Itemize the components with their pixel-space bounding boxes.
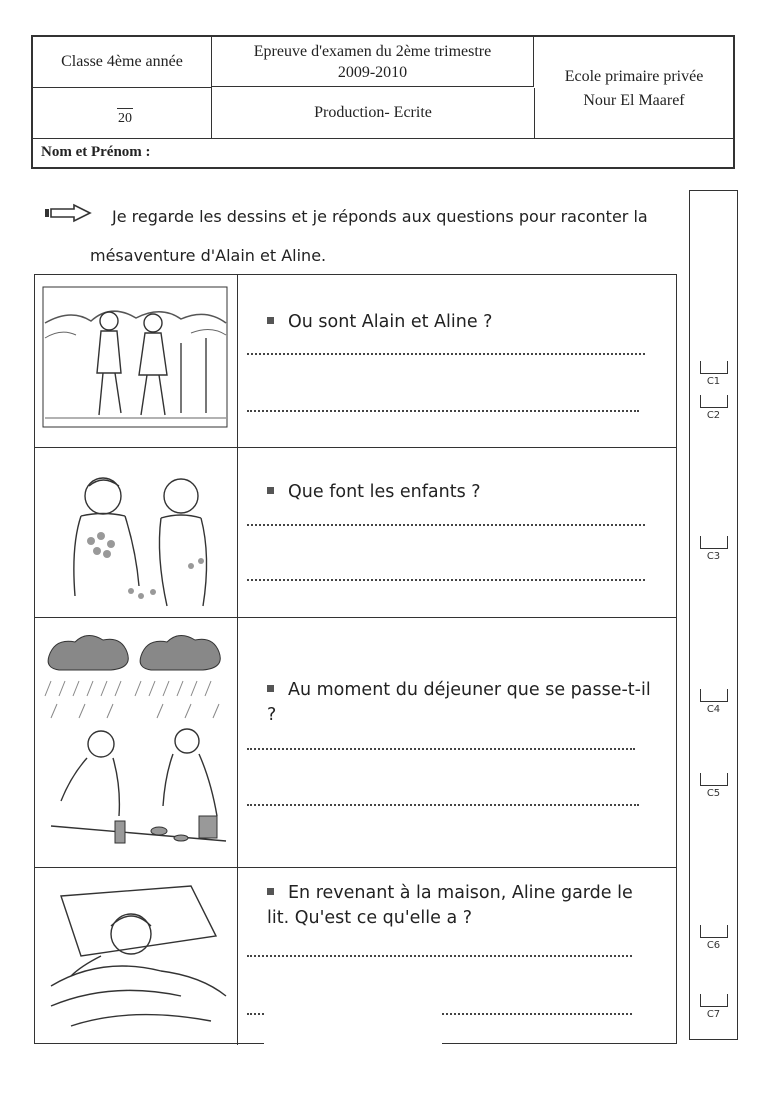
answer-line[interactable] [247, 579, 645, 581]
answer-line[interactable] [247, 353, 645, 355]
subject-cell [212, 88, 535, 138]
question-row [35, 448, 676, 618]
answer-line[interactable] [247, 524, 645, 526]
criterion-c4[interactable]: C4 [690, 689, 737, 715]
square-bullet-icon [267, 888, 274, 895]
score-box[interactable] [700, 689, 728, 702]
square-bullet-icon [267, 487, 274, 494]
instruction-line1: Je regarde les dessins et je réponds aux questions pour raconter la [112, 207, 648, 226]
name-field[interactable] [33, 138, 733, 166]
score-box[interactable] [700, 361, 728, 374]
criterion-c1[interactable]: C1 [690, 361, 737, 387]
class-label: Classe 4ème année [61, 53, 183, 70]
exam-title-line2: 2009-2010 [337, 64, 408, 81]
flower-picking-illustration [41, 456, 236, 611]
exam-title-cell [212, 37, 534, 87]
score-total: 20 [118, 111, 132, 126]
square-bullet-icon [267, 317, 274, 324]
answer-line[interactable] [247, 410, 639, 412]
park-walk-illustration [41, 283, 231, 433]
girl-in-bed-illustration [41, 876, 231, 1036]
rain-picnic-illustration [41, 626, 236, 861]
score-fraction [117, 108, 133, 127]
question-4: En revenant à la maison, Aline garde le lit. Qu'est ce qu'elle a ? [267, 883, 633, 928]
criterion-c7[interactable]: C7 [690, 994, 737, 1020]
picture-cell [35, 618, 238, 867]
score-box[interactable] [700, 536, 728, 549]
score-box[interactable] [700, 994, 728, 1007]
criterion-c6[interactable]: C6 [690, 925, 737, 951]
picture-cell [35, 275, 238, 447]
picture-cell [35, 448, 238, 617]
arrow-right-outline-icon [44, 199, 92, 237]
score-bar [117, 108, 133, 109]
question-row [35, 618, 676, 868]
score-box[interactable] [700, 925, 728, 938]
question-2: Que font les enfants ? [267, 480, 657, 505]
question-table [34, 274, 677, 1044]
score-box[interactable] [700, 773, 728, 786]
class-cell [33, 37, 212, 88]
school-line1: Ecole primaire privée [564, 68, 704, 85]
exam-header [31, 35, 735, 169]
subject-label: Production- Ecrite [314, 104, 432, 121]
school-cell [535, 37, 733, 138]
school-line2: Nour El Maaref [583, 92, 685, 109]
criterion-c5[interactable]: C5 [690, 773, 737, 799]
instruction [44, 198, 684, 275]
criteria-column [689, 190, 738, 1040]
criterion-c3[interactable]: C3 [690, 536, 737, 562]
score-box[interactable] [700, 395, 728, 408]
question-row [35, 275, 676, 448]
blank-patch [264, 1000, 442, 1060]
instruction-line2: mésaventure d'Alain et Aline. [90, 245, 327, 265]
question-3: Au moment du déjeuner que se passe-t-il ? [267, 680, 651, 725]
square-bullet-icon [267, 685, 274, 692]
answer-line[interactable] [247, 748, 635, 750]
exam-title-line1: Epreuve d'examen du 2ème trimestre [253, 43, 492, 60]
answer-line[interactable] [247, 804, 639, 806]
answer-line[interactable] [247, 955, 632, 957]
criterion-c2[interactable]: C2 [690, 395, 737, 421]
score-cell [33, 88, 212, 138]
question-1: Ou sont Alain et Aline ? [267, 310, 657, 335]
name-label: Nom et Prénom : [41, 144, 151, 160]
picture-cell [35, 868, 238, 1045]
